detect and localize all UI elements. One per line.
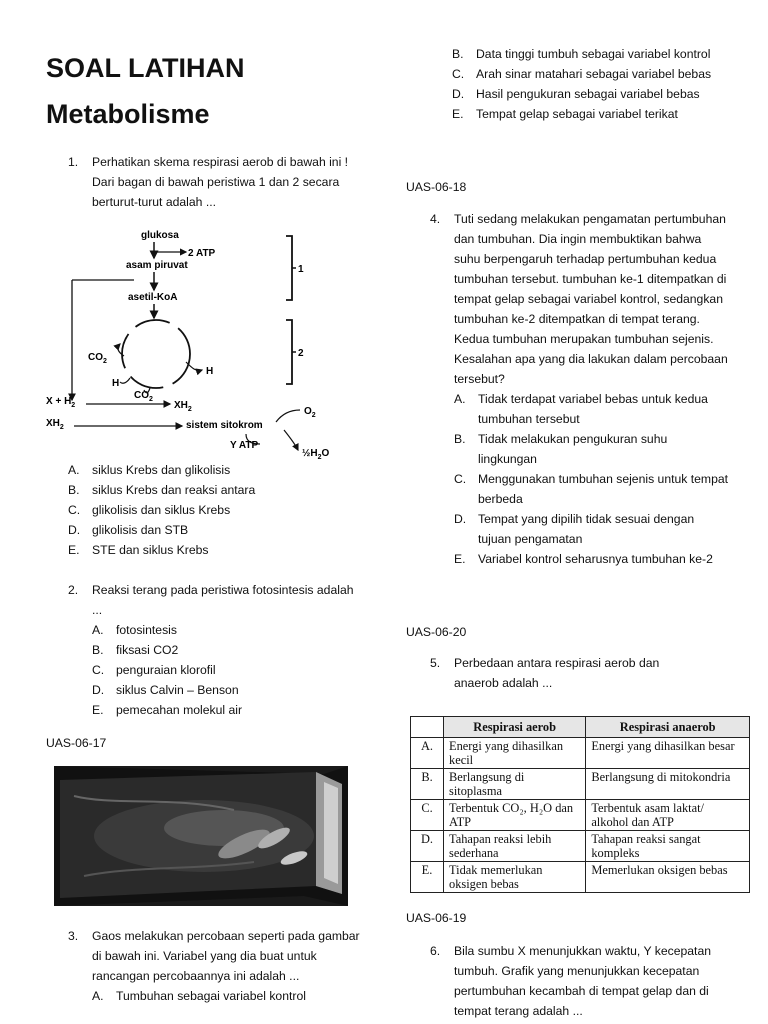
table-header-row xyxy=(411,717,750,738)
option-c: C. glikolisis dan siklus Krebs xyxy=(68,503,231,517)
option-d: D. glikolisis dan STB xyxy=(68,523,189,537)
code-uas-06-18: UAS-06-18 xyxy=(406,180,467,194)
question-1 xyxy=(68,152,368,212)
option-e: E. STE dan siklus Krebs xyxy=(68,543,209,557)
table-row: A. Energi yang dihasilkan kecil Energi yang dihasilkan besar xyxy=(411,738,750,769)
option-d: D. Hasil pengukuran sebagai variabel bebas xyxy=(452,87,700,101)
question-3 xyxy=(68,926,368,1006)
question-2-options xyxy=(92,620,368,720)
table-row: E. Tidak memerlukan oksigen bebas Memerlukan oksigen bebas xyxy=(411,862,750,893)
label-1: 1 xyxy=(298,264,304,275)
option-b: B. siklus Krebs dan reaksi antara xyxy=(68,483,256,497)
atp-label: 2 ATP xyxy=(188,248,216,259)
option-e: E. Variabel kontrol seharusnya tumbuhan ke-2 xyxy=(454,552,713,566)
h-right-label: H xyxy=(206,366,214,377)
question-text: Reaksi terang pada peristiwa fotosintesis adalah ... xyxy=(92,583,354,617)
question-6 xyxy=(430,941,730,1021)
experiment-photo-svg xyxy=(54,766,348,906)
question-text: Bila sumbu X menunjukkan waktu, Y kecepatan tumbuh. Grafik yang menunjukkan kecepatan pertumbuhan kecambah di tempat gelap dan di tempat terang adalah ... xyxy=(454,944,711,1018)
question-number: 4. xyxy=(430,212,441,226)
option-e: E. Tempat gelap sebagai variabel terikat xyxy=(452,107,678,121)
question-4-options xyxy=(454,389,729,569)
o2-label: $O_2$ xyxy=(304,406,316,419)
title-line-1: SOAL LATIHAN xyxy=(46,53,245,83)
option-c: C. penguraian klorofil xyxy=(92,663,216,677)
question-number: 3. xyxy=(68,929,79,943)
option-a: A. siklus Krebs dan glikolisis xyxy=(68,463,231,477)
question-4 xyxy=(430,209,730,569)
question-text: Perhatikan skema respirasi aerob di bawah ini ! Dari bagan di bawah peristiwa 1 dan 2 secara berturut-turut adalah ... xyxy=(92,155,349,209)
header-anaerob: Respirasi anaerob xyxy=(586,717,750,738)
glukosa-label: glukosa xyxy=(141,230,179,241)
table-row: D. Tahapan reaksi lebih sederhana Tahapan reaksi sangat kompleks xyxy=(411,831,750,862)
option-d: D. siklus Calvin – Benson xyxy=(92,683,239,697)
sistem-sitokrom-label: sistem sitokrom xyxy=(186,420,263,431)
asetil-koa-label: asetil-KoA xyxy=(128,292,178,303)
xh2-right-label: $XH_2$ xyxy=(174,400,192,413)
title-line-2: Metabolisme xyxy=(46,99,210,129)
option-d: D. Tempat yang dipilih tidak sesuai dengan tujuan pengamatan xyxy=(454,512,695,546)
option-b: B. Data tinggi tumbuh sebagai variabel kontrol xyxy=(452,47,711,61)
experiment-photo xyxy=(54,766,348,906)
question-text: Gaos melakukan percobaan seperti pada gambar di bawah ini. Variabel yang dia buat untuk rancangan percobaannya ini adalah ... xyxy=(92,929,360,983)
question-text: Perbedaan antara respirasi aerob dan anaerob adalah ... xyxy=(454,656,660,690)
x-h2-label: $X + H_2$ xyxy=(46,396,76,409)
comparison-table xyxy=(410,716,750,893)
label-2: 2 xyxy=(298,348,304,359)
table-row: B. Berlangsung di sitoplasma Berlangsung di mitokondria xyxy=(411,769,750,800)
option-a: A. Tidak terdapat variabel bebas untuk kedua tumbuhan tersebut xyxy=(454,392,708,426)
option-b: B. fiksasi CO2 xyxy=(92,643,179,657)
question-3-continued xyxy=(452,44,742,124)
question-text: Tuti sedang melakukan pengamatan pertumbuhan dan tumbuhan. Dia ingin membuktikan bahwa suhu berpengaruh terhadap pertumbuhan kedua tumbuhan tersebut. tumbuhan ke-1 ditempatkan di tempat gelap sebagai variabel kontrol, sedangkan tumbuhan ke-2 ditempatkan di tempat terang. Kedua tumbuhan merupakan tumbuhan sejenis. Kesalahan apa yang dia lakukan dalam percobaan tersebut? xyxy=(454,212,728,386)
respiration-diagram-svg xyxy=(46,222,356,460)
asam-piruvat-label: asam piruvat xyxy=(126,260,188,271)
question-number: 1. xyxy=(68,155,79,169)
code-uas-06-20: UAS-06-20 xyxy=(406,625,467,639)
comparison-table-wrapper xyxy=(410,716,750,893)
option-c: C. Menggunakan tumbuhan sejenis untuk tempat berbeda xyxy=(454,472,729,506)
h2o-label: $\frac{1}{2}H_2O$ xyxy=(302,448,330,460)
code-uas-06-17: UAS-06-17 xyxy=(46,736,107,750)
option-a: A. Tumbuhan sebagai variabel kontrol xyxy=(92,989,306,1003)
h-left-label: H xyxy=(112,378,120,389)
co2-bottom-label: $CO_2$ xyxy=(134,390,153,403)
respiration-diagram xyxy=(46,222,356,460)
question-number: 6. xyxy=(430,944,441,958)
question-3-options xyxy=(92,986,368,1006)
question-1-options xyxy=(68,460,368,560)
question-5 xyxy=(430,653,730,693)
question-number: 5. xyxy=(430,656,441,670)
header-aerob: Respirasi aerob xyxy=(444,717,586,738)
xh2-left-label: $XH_2$ xyxy=(46,418,64,431)
option-e: E. pemecahan molekul air xyxy=(92,703,243,717)
question-number: 2. xyxy=(68,583,79,597)
table-row: C. Terbentuk CO₂, H₂O dan ATP Terbentuk asam laktat/ alkohol dan ATP xyxy=(411,800,750,831)
co2-left-label: $CO_2$ xyxy=(88,352,107,365)
option-a: A. fotosintesis xyxy=(92,623,177,637)
y-atp-label: Y ATP xyxy=(230,440,259,451)
question-2 xyxy=(68,580,368,720)
option-b: B. Tidak melakukan pengukuran suhu lingkungan xyxy=(454,432,668,466)
code-uas-06-19: UAS-06-19 xyxy=(406,911,467,925)
option-c: C. Arah sinar matahari sebagai variabel bebas xyxy=(452,67,712,81)
